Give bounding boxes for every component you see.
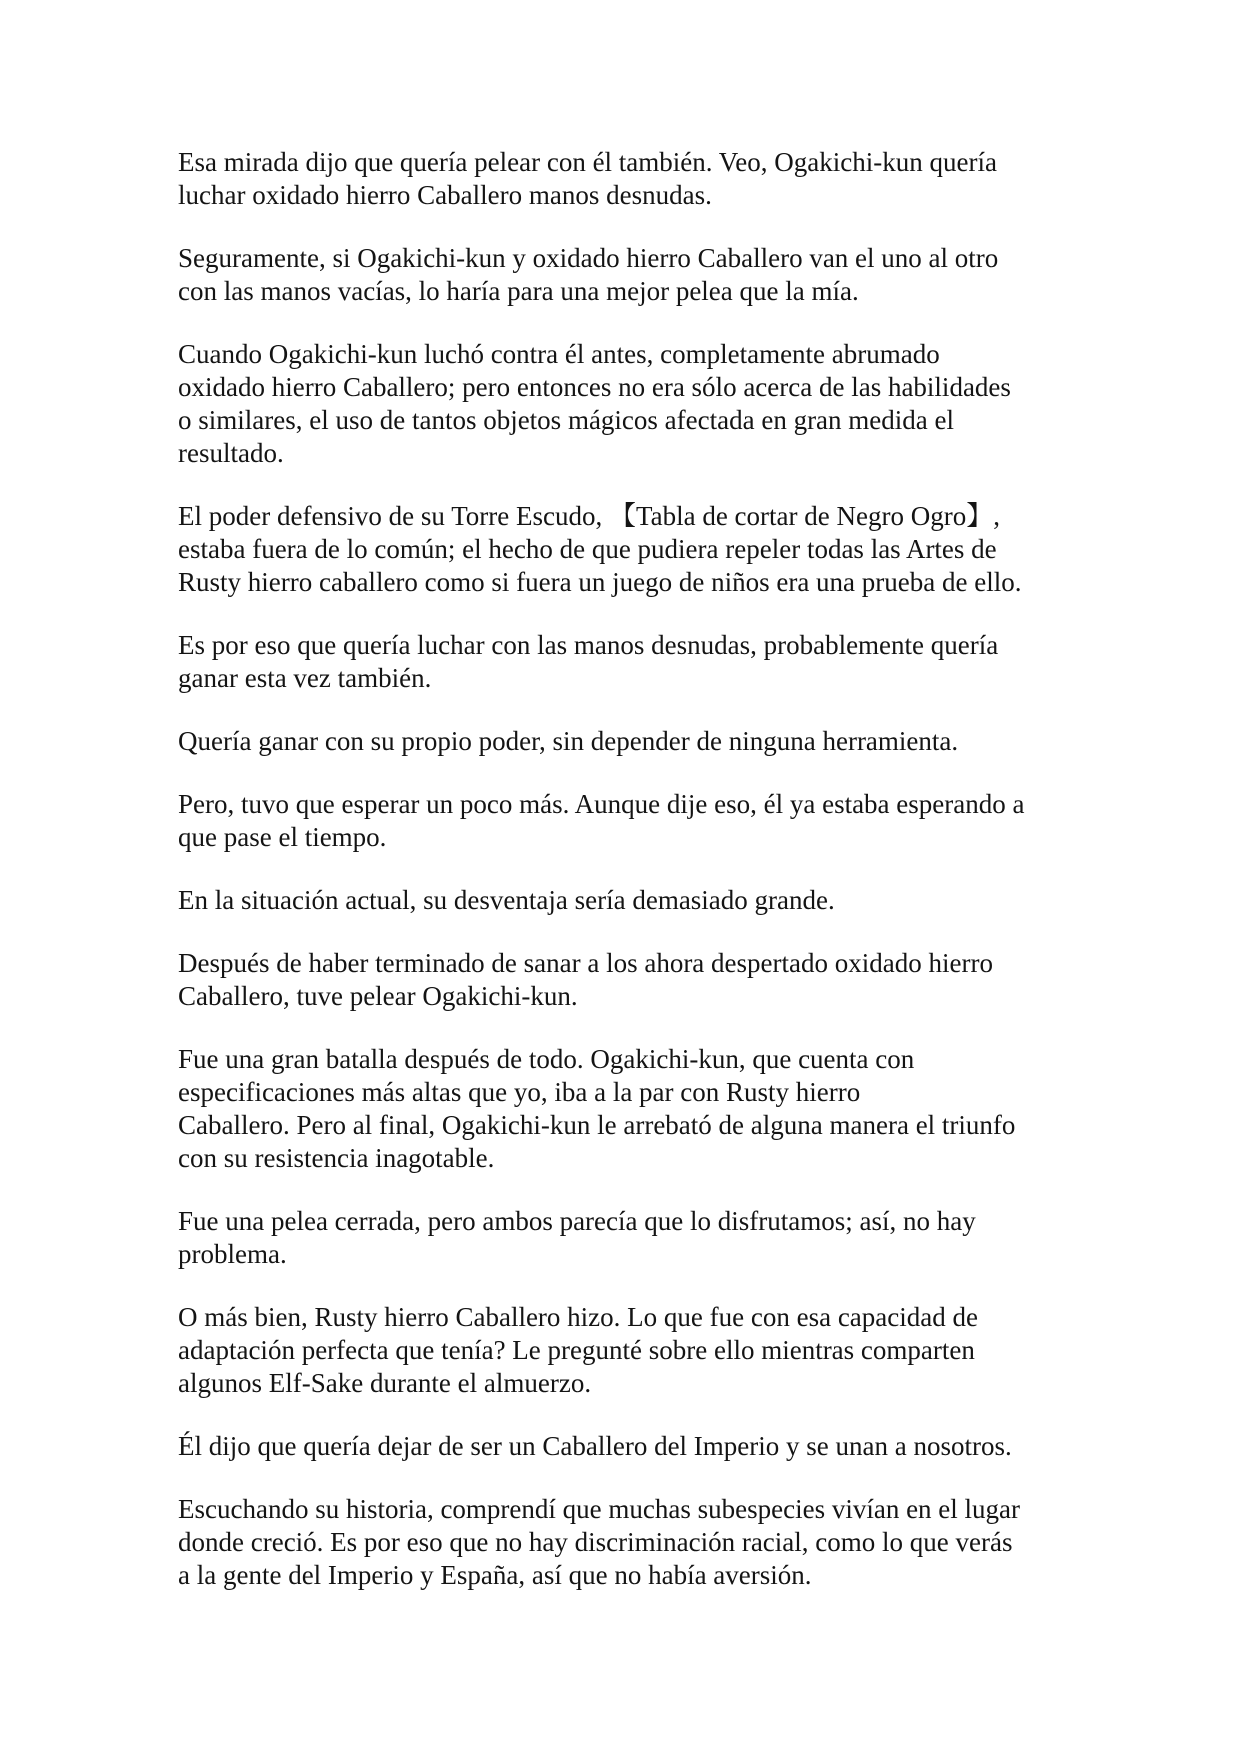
- text-line: que pase el tiempo.: [178, 822, 387, 852]
- text-line: Seguramente, si Ogakichi-kun y oxidado hierro Caballero van el uno al otro: [178, 243, 999, 273]
- paragraph: [178, 725, 1078, 758]
- paragraph: [178, 242, 1078, 308]
- text-line: El poder defensivo de su Torre Escudo, 【Tabla de cortar de Negro Ogro】,: [178, 501, 1000, 531]
- text-line: a la gente del Imperio y España, así que no había aversión.: [178, 1560, 812, 1590]
- text-line: Pero, tuvo que esperar un poco más. Aunque dije eso, él ya estaba esperando a: [178, 789, 1025, 819]
- paragraph: [178, 338, 1078, 470]
- paragraph: [178, 788, 1078, 854]
- text-line: estaba fuera de lo común; el hecho de que pudiera repeler todas las Artes de: [178, 534, 997, 564]
- text-line: Cuando Ogakichi-kun luchó contra él antes, completamente abrumado: [178, 339, 940, 369]
- text-line: O más bien, Rusty hierro Caballero hizo. Lo que fue con esa capacidad de: [178, 1302, 978, 1332]
- text-line: ganar esta vez también.: [178, 663, 432, 693]
- paragraph: [178, 500, 1078, 599]
- text-line: Caballero. Pero al final, Ogakichi-kun le arrebató de alguna manera el triunfo: [178, 1110, 1016, 1140]
- text-line: Fue una gran batalla después de todo. Ogakichi-kun, que cuenta con: [178, 1044, 915, 1074]
- text-line: Escuchando su historia, comprendí que muchas subespecies vivían en el lugar: [178, 1494, 1021, 1524]
- text-line: Es por eso que quería luchar con las manos desnudas, probablemente quería: [178, 630, 999, 660]
- text-line: En la situación actual, su desventaja sería demasiado grande.: [178, 885, 835, 915]
- text-line: especificaciones más altas que yo, iba a la par con Rusty hierro: [178, 1077, 861, 1107]
- text-line: algunos Elf-Sake durante el almuerzo.: [178, 1368, 592, 1398]
- text-line: problema.: [178, 1239, 287, 1269]
- paragraph: [178, 1043, 1078, 1175]
- text-line: o similares, el uso de tantos objetos mágicos afectada en gran medida el: [178, 405, 954, 435]
- text-line: Caballero, tuve pelear Ogakichi-kun.: [178, 981, 578, 1011]
- text-line: oxidado hierro Caballero; pero entonces no era sólo acerca de las habilidades: [178, 372, 1011, 402]
- text-line: Rusty hierro caballero como si fuera un juego de niños era una prueba de ello.: [178, 567, 1022, 597]
- text-line: Esa mirada dijo que quería pelear con él también. Veo, Ogakichi-kun quería: [178, 147, 997, 177]
- text-line: Él dijo que quería dejar de ser un Caballero del Imperio y se unan a nosotros.: [178, 1431, 1012, 1461]
- paragraph: [178, 1430, 1078, 1463]
- paragraph: [178, 1493, 1078, 1592]
- paragraph: [178, 146, 1078, 212]
- paragraph: [178, 947, 1078, 1013]
- paragraph: [178, 884, 1078, 917]
- paragraph: [178, 629, 1078, 695]
- text-line: Después de haber terminado de sanar a los ahora despertado oxidado hierro: [178, 948, 993, 978]
- text-line: con las manos vacías, lo haría para una mejor pelea que la mía.: [178, 276, 859, 306]
- document-body: [178, 146, 1078, 1622]
- text-line: Fue una pelea cerrada, pero ambos parecía que lo disfrutamos; así, no hay: [178, 1206, 976, 1236]
- paragraph: [178, 1205, 1078, 1271]
- text-line: resultado.: [178, 438, 284, 468]
- text-line: con su resistencia inagotable.: [178, 1143, 495, 1173]
- paragraph: [178, 1301, 1078, 1400]
- text-line: luchar oxidado hierro Caballero manos desnudas.: [178, 180, 712, 210]
- text-line: Quería ganar con su propio poder, sin depender de ninguna herramienta.: [178, 726, 959, 756]
- text-line: donde creció. Es por eso que no hay discriminación racial, como lo que verás: [178, 1527, 1013, 1557]
- text-line: adaptación perfecta que tenía? Le pregunté sobre ello mientras comparten: [178, 1335, 975, 1365]
